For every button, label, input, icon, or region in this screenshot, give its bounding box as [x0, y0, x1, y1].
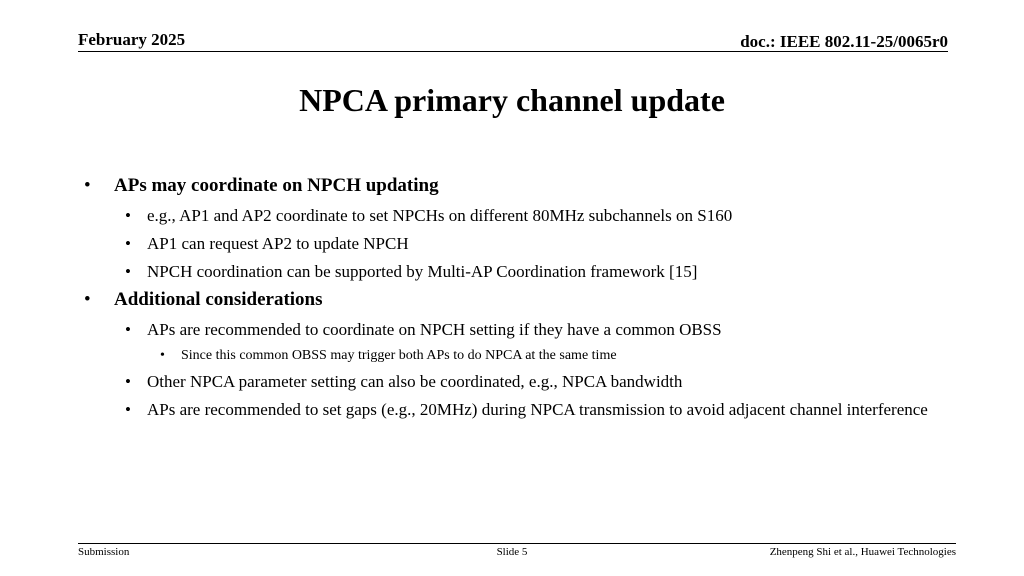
footer-author: Zhenpeng Shi et al., Huawei Technologies	[769, 546, 956, 558]
bullet-text: Additional considerations	[114, 289, 323, 310]
bullet-icon: •	[125, 234, 131, 253]
bullet-icon: •	[84, 175, 91, 196]
header-rule	[78, 51, 948, 52]
bullet-icon: •	[160, 348, 165, 363]
footer-submission: Submission	[78, 546, 130, 558]
bullet-level3-item	[84, 346, 964, 366]
bullet-level2-item	[84, 398, 964, 422]
bullet-text: Other NPCA parameter setting can also be coordinated, e.g., NPCA bandwidth	[147, 372, 683, 391]
bullet-text: NPCH coordination can be supported by Multi-AP Coordination framework [15]	[147, 262, 698, 281]
slide-title: NPCA primary channel update	[299, 82, 725, 118]
bullet-text: APs may coordinate on NPCH updating	[114, 175, 439, 196]
bullet-level1-additional	[84, 286, 964, 314]
bullet-icon: •	[125, 320, 131, 339]
footer-rule	[78, 543, 956, 544]
bullet-level2-item	[84, 204, 964, 228]
bullet-text: APs are recommended to set gaps (e.g., 20MHz) during NPCA transmission to avoid adjacent channel interference	[147, 400, 928, 419]
bullet-level2-item	[84, 260, 964, 284]
slide-content	[84, 170, 964, 422]
bullet-text: AP1 can request AP2 to update NPCH	[147, 234, 409, 253]
header-doc-number: doc.: IEEE 802.11-25/0065r0	[740, 32, 948, 51]
bullet-level2-item	[84, 232, 964, 256]
bullet-text: e.g., AP1 and AP2 coordinate to set NPCHs on different 80MHz subchannels on S160	[147, 206, 733, 225]
bullet-icon: •	[125, 400, 131, 419]
bullet-level2-item	[84, 370, 964, 394]
bullet-icon: •	[125, 262, 131, 281]
bullet-icon: •	[125, 206, 131, 225]
bullet-icon: •	[84, 289, 91, 310]
bullet-icon: •	[125, 372, 131, 391]
footer-slide-number: Slide 5	[496, 546, 528, 558]
bullet-text: APs are recommended to coordinate on NPCH setting if they have a common OBSS	[147, 320, 722, 339]
header-date: February 2025	[78, 30, 186, 49]
bullet-level2-item	[84, 318, 964, 342]
bullet-level1-coordinate	[84, 172, 964, 200]
bullet-text: Since this common OBSS may trigger both APs to do NPCA at the same time	[181, 348, 617, 363]
